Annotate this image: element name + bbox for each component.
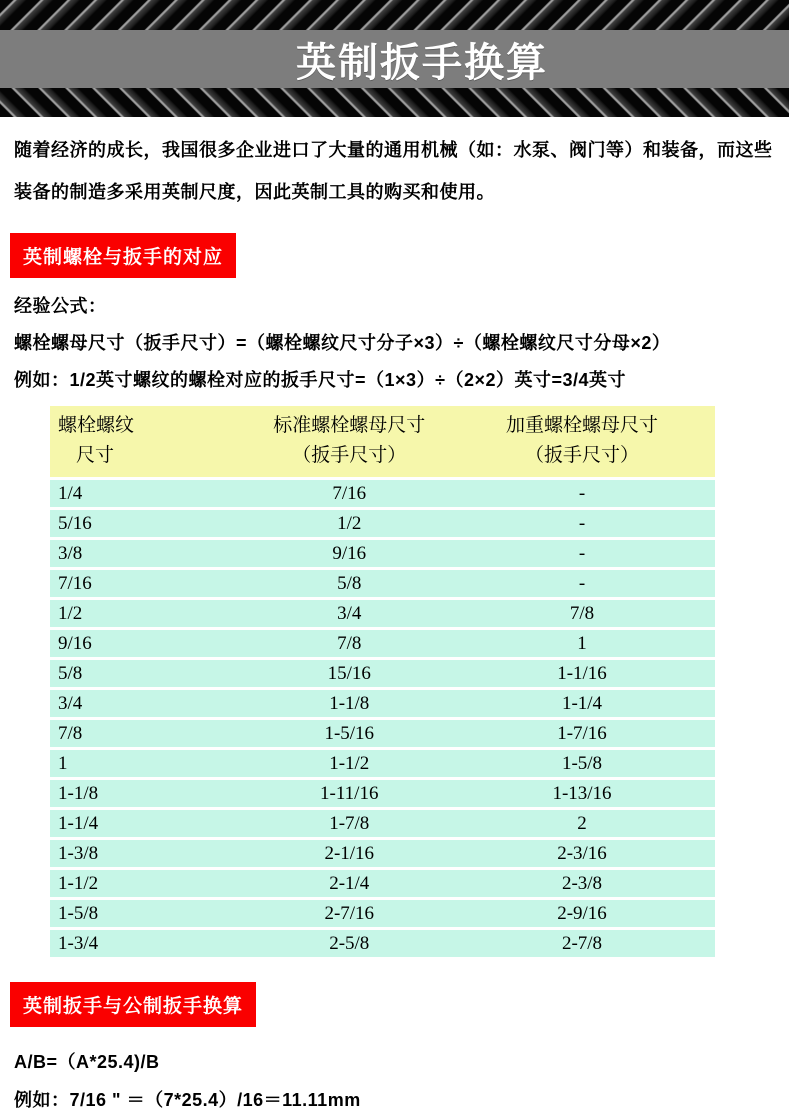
cell-thread-size: 7/16 — [50, 570, 250, 597]
table-header-row — [50, 406, 715, 477]
conversion-table-head — [50, 406, 715, 477]
cell-thread-size: 1 — [50, 750, 250, 777]
conversion-table-body — [50, 480, 715, 957]
table-row — [50, 480, 715, 507]
cell-thread-size: 1-3/8 — [50, 840, 250, 867]
metric-formula-block — [14, 1043, 775, 1119]
cell-standard-size: 7/16 — [250, 480, 450, 507]
table-row — [50, 600, 715, 627]
metric-formula-text: A/B=（A*25.4)/B — [14, 1052, 160, 1072]
section-badge-metric-conversion: 英制扳手与公制扳手换算 — [10, 982, 256, 1027]
table-header-heavy-nut-size: 加重螺栓螺母尺寸 （扳手尺寸） — [449, 406, 715, 477]
metric-formula-example: 例如：7/16 " ＝（7*25.4）/16＝11.11mm — [14, 1090, 361, 1110]
table-row — [50, 810, 715, 837]
cell-heavy-size: 1-1/16 — [449, 660, 715, 687]
cell-standard-size: 1-1/2 — [250, 750, 450, 777]
table-row — [50, 660, 715, 687]
conversion-table — [50, 403, 715, 960]
cell-thread-size: 1-1/8 — [50, 780, 250, 807]
formula-text: 螺栓螺母尺寸（扳手尺寸）=（螺栓螺纹尺寸分子×3）÷（螺栓螺纹尺寸分母×2） — [14, 333, 671, 353]
cell-standard-size: 3/4 — [250, 600, 450, 627]
table-row — [50, 720, 715, 747]
cell-heavy-size: 1-5/8 — [449, 750, 715, 777]
cell-thread-size: 1-3/4 — [50, 930, 250, 957]
intro-paragraph: 随着经济的成长，我国很多企业进口了大量的通用机械（如：水泵、阀门等）和装备，而这些装备的制造多采用英制尺度，因此英制工具的购买和使用。 — [14, 140, 773, 202]
table-header-standard-nut-size: 标准螺栓螺母尺寸 （扳手尺寸） — [250, 406, 450, 477]
table-row — [50, 870, 715, 897]
cell-thread-size: 1-1/4 — [50, 810, 250, 837]
cell-standard-size: 1-7/8 — [250, 810, 450, 837]
cell-thread-size: 9/16 — [50, 630, 250, 657]
table-row — [50, 510, 715, 537]
cell-heavy-size: - — [449, 480, 715, 507]
table-row — [50, 540, 715, 567]
cell-thread-size: 1-1/2 — [50, 870, 250, 897]
cell-heavy-size: 1 — [449, 630, 715, 657]
cell-thread-size: 7/8 — [50, 720, 250, 747]
cell-heavy-size: 2-9/16 — [449, 900, 715, 927]
cell-standard-size: 5/8 — [250, 570, 450, 597]
cell-heavy-size: 1-1/4 — [449, 690, 715, 717]
formula-block — [14, 288, 775, 399]
cell-thread-size: 3/4 — [50, 690, 250, 717]
table-row — [50, 630, 715, 657]
cell-standard-size: 7/8 — [250, 630, 450, 657]
tread-pattern-bottom — [0, 88, 789, 117]
section-badge-bolt-wrench: 英制螺栓与扳手的对应 — [10, 233, 236, 278]
cell-standard-size: 2-1/4 — [250, 870, 450, 897]
formula-label: 经验公式： — [14, 296, 107, 316]
cell-thread-size: 1-5/8 — [50, 900, 250, 927]
cell-standard-size: 9/16 — [250, 540, 450, 567]
table-row — [50, 690, 715, 717]
title-band — [0, 30, 789, 88]
tread-pattern-top — [0, 0, 789, 30]
cell-standard-size: 1/2 — [250, 510, 450, 537]
cell-standard-size: 2-1/16 — [250, 840, 450, 867]
cell-standard-size: 2-5/8 — [250, 930, 450, 957]
table-header-bolt-thread-size: 螺栓螺纹 尺寸 — [50, 406, 250, 477]
cell-thread-size: 5/16 — [50, 510, 250, 537]
cell-standard-size: 1-11/16 — [250, 780, 450, 807]
cell-thread-size: 1/4 — [50, 480, 250, 507]
cell-heavy-size: 2-3/8 — [449, 870, 715, 897]
cell-standard-size: 2-7/16 — [250, 900, 450, 927]
formula-example: 例如：1/2英寸螺纹的螺栓对应的扳手尺寸=（1×3）÷（2×2）英寸=3/4英寸 — [14, 370, 627, 390]
cell-heavy-size: 2-7/8 — [449, 930, 715, 957]
table-row — [50, 930, 715, 957]
cell-thread-size: 1/2 — [50, 600, 250, 627]
cell-heavy-size: 2-3/16 — [449, 840, 715, 867]
cell-heavy-size: - — [449, 540, 715, 567]
cell-heavy-size: - — [449, 510, 715, 537]
cell-standard-size: 15/16 — [250, 660, 450, 687]
page-title: 英制扳手换算 — [296, 40, 548, 85]
header-banner — [0, 0, 789, 117]
table-row — [50, 840, 715, 867]
cell-heavy-size: - — [449, 570, 715, 597]
table-row — [50, 780, 715, 807]
cell-heavy-size: 7/8 — [449, 600, 715, 627]
cell-heavy-size: 1-7/16 — [449, 720, 715, 747]
cell-heavy-size: 2 — [449, 810, 715, 837]
cell-standard-size: 1-1/8 — [250, 690, 450, 717]
table-row — [50, 750, 715, 777]
cell-heavy-size: 1-13/16 — [449, 780, 715, 807]
cell-standard-size: 1-5/16 — [250, 720, 450, 747]
cell-thread-size: 3/8 — [50, 540, 250, 567]
cell-thread-size: 5/8 — [50, 660, 250, 687]
table-row — [50, 900, 715, 927]
table-row — [50, 570, 715, 597]
